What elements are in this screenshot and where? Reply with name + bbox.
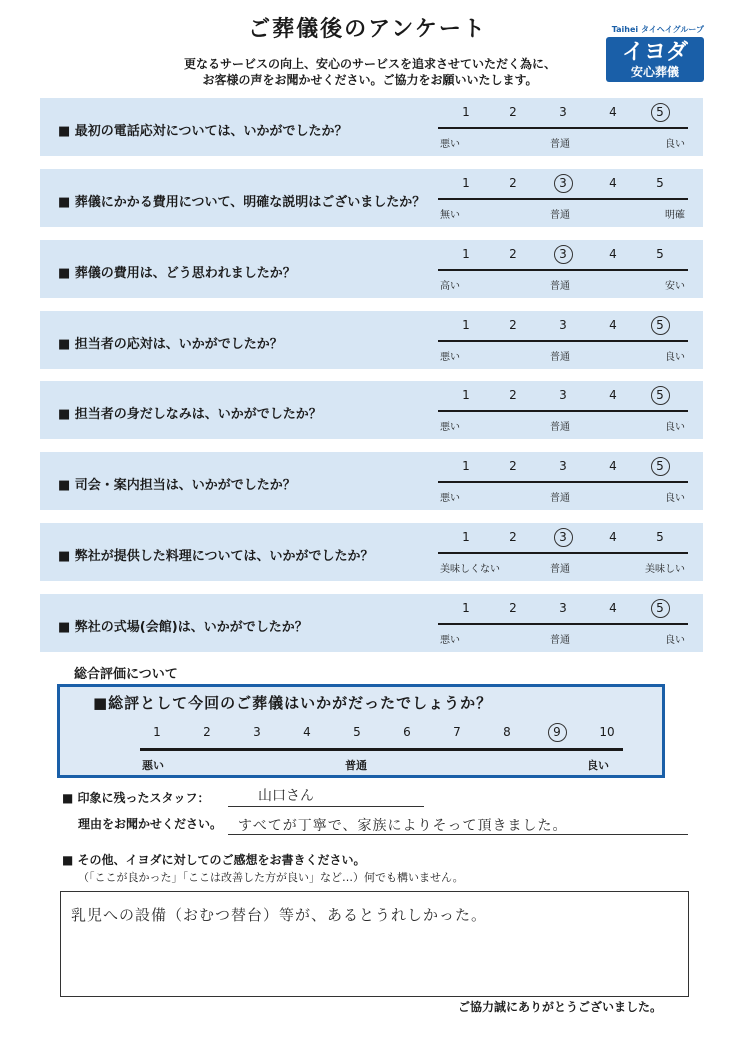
rating-option[interactable]: 2 xyxy=(509,601,517,615)
selected-rating-circle xyxy=(651,316,670,335)
overall-rating-option[interactable]: 6 xyxy=(403,725,411,739)
selected-rating-circle xyxy=(554,245,573,264)
rating-option[interactable]: 2 xyxy=(509,247,517,261)
scale-label-mid: 普通 xyxy=(550,564,570,575)
logo-tagline: 安心葬儀 xyxy=(630,65,679,79)
scale-label-mid: 普通 xyxy=(550,635,570,646)
selected-rating-circle xyxy=(651,103,670,122)
scale-line xyxy=(438,623,688,625)
rating-option[interactable]: 1 xyxy=(462,530,470,544)
rating-option[interactable]: 4 xyxy=(609,388,617,402)
overall-rating-option[interactable]: 10 xyxy=(599,725,615,739)
rating-option[interactable]: 3 xyxy=(559,247,567,261)
scale-label-low: 無い xyxy=(440,210,460,221)
rating-option[interactable]: 4 xyxy=(609,176,617,190)
rating-option[interactable]: 4 xyxy=(609,247,617,261)
scale-line xyxy=(438,127,688,129)
question-text: ■ 最初の電話応対については、いかがでしたか？ xyxy=(58,124,348,139)
question-text: ■ 弊社が提供した料理については、いかがでしたか？ xyxy=(58,549,374,564)
rating-option[interactable]: 5 xyxy=(656,601,664,615)
staff-label: ■ 印象に残ったスタッフ： xyxy=(62,791,210,805)
scale-line xyxy=(438,410,688,412)
reason-label: 理由をお聞かせください。 xyxy=(78,817,223,831)
selected-rating-circle xyxy=(651,457,670,476)
scale-label-low: 高い xyxy=(440,281,460,292)
rating-option[interactable]: 2 xyxy=(509,388,517,402)
scale-label-mid: 普通 xyxy=(550,422,570,433)
page-title: ご葬儀後のアンケート xyxy=(248,17,487,42)
rating-option[interactable]: 1 xyxy=(462,318,470,332)
rating-option[interactable]: 3 xyxy=(559,388,567,402)
selected-rating-circle xyxy=(554,174,573,193)
comment-text: 乳児への設備（おむつ替台）等が、あるとうれしかった。 xyxy=(71,906,488,924)
scale-label-mid: 普通 xyxy=(550,493,570,504)
rating-option[interactable]: 4 xyxy=(609,530,617,544)
scale-label-low: 美味しくない xyxy=(440,564,500,575)
rating-option[interactable]: 2 xyxy=(509,318,517,332)
question-panel xyxy=(40,240,703,298)
rating-option[interactable]: 5 xyxy=(656,176,664,190)
rating-option[interactable]: 5 xyxy=(656,105,664,119)
scale-line xyxy=(438,269,688,271)
rating-option[interactable]: 2 xyxy=(509,105,517,119)
comment-box[interactable] xyxy=(60,891,689,997)
rating-option[interactable]: 3 xyxy=(559,318,567,332)
overall-label-mid: 普通 xyxy=(345,759,367,772)
rating-option[interactable]: 3 xyxy=(559,105,567,119)
question-text: ■ 担当者の応対は、いかがでしたか？ xyxy=(58,337,283,352)
question-text: ■ 弊社の式場(会館)は、いかがでしたか？ xyxy=(58,620,308,635)
rating-option[interactable]: 2 xyxy=(509,530,517,544)
overall-rating-option[interactable]: 9 xyxy=(553,725,561,739)
question-panel xyxy=(40,311,703,369)
overall-question: ■総評として今回のご葬儀はいかがだったでしょうか？ xyxy=(93,694,493,712)
reason-field[interactable]: すべてが丁寧で、家族によりそって頂きました。 xyxy=(238,818,568,834)
rating-option[interactable]: 1 xyxy=(462,247,470,261)
overall-label-low: 悪い xyxy=(142,759,164,772)
rating-option[interactable]: 5 xyxy=(656,318,664,332)
logo-badge xyxy=(606,37,704,82)
rating-option[interactable]: 4 xyxy=(609,601,617,615)
rating-option[interactable]: 1 xyxy=(462,388,470,402)
rating-option[interactable]: 2 xyxy=(509,176,517,190)
logo-brand: イヨダ xyxy=(621,40,688,65)
scale-label-mid: 普通 xyxy=(550,352,570,363)
scale-label-high: 良い xyxy=(665,139,685,150)
selected-rating-circle xyxy=(651,386,670,405)
rating-option[interactable]: 1 xyxy=(462,176,470,190)
question-panel xyxy=(40,452,703,510)
question-text: ■ 担当者の身だしなみは、いかがでしたか？ xyxy=(58,407,322,422)
scale-label-high: 良い xyxy=(665,352,685,363)
scale-label-high: 良い xyxy=(665,635,685,646)
question-text: ■ 葬儀にかかる費用について、明確な説明はございましたか？ xyxy=(58,195,426,210)
rating-option[interactable]: 1 xyxy=(462,601,470,615)
scale-label-mid: 普通 xyxy=(550,210,570,221)
rating-option[interactable]: 5 xyxy=(656,388,664,402)
thank-you-message: ご協力誠にありがとうございました。 xyxy=(458,1000,663,1014)
scale-label-mid: 普通 xyxy=(550,139,570,150)
group-name: Taihei タイヘイグループ xyxy=(611,25,704,34)
question-panel xyxy=(40,169,703,227)
overall-rating-option[interactable]: 3 xyxy=(253,725,261,739)
rating-option[interactable]: 5 xyxy=(656,247,664,261)
scale-line xyxy=(438,481,688,483)
rating-option[interactable]: 5 xyxy=(656,459,664,473)
selected-rating-circle xyxy=(554,528,573,547)
scale-line xyxy=(438,552,688,554)
overall-rating-option[interactable]: 1 xyxy=(153,725,161,739)
rating-option[interactable]: 3 xyxy=(559,601,567,615)
scale-label-high: 良い xyxy=(665,493,685,504)
rating-option[interactable]: 1 xyxy=(462,105,470,119)
selected-rating-circle xyxy=(651,599,670,618)
question-panel xyxy=(40,381,703,439)
overall-rating-option[interactable]: 4 xyxy=(303,725,311,739)
scale-line xyxy=(438,340,688,342)
question-panel xyxy=(40,594,703,652)
staff-name-field[interactable]: 山口さん xyxy=(258,788,314,804)
overall-rating-option[interactable]: 2 xyxy=(203,725,211,739)
question-panel xyxy=(40,98,703,156)
rating-option[interactable]: 4 xyxy=(609,318,617,332)
subtitle-line-1: 更なるサービスの向上、安心のサービスを追求させていただく為に、 xyxy=(183,57,556,71)
question-text: ■ 葬儀の費用は、どう思われましたか？ xyxy=(58,266,296,281)
scale-label-high: 良い xyxy=(665,422,685,433)
rating-option[interactable]: 4 xyxy=(609,105,617,119)
overall-rating-box xyxy=(57,684,665,778)
scale-label-high: 美味しい xyxy=(645,564,685,575)
scale-label-high: 明確 xyxy=(665,210,685,221)
page-subtitle xyxy=(150,56,590,88)
scale-label-low: 悪い xyxy=(440,635,460,646)
rating-option[interactable]: 2 xyxy=(509,459,517,473)
overall-rating-option[interactable]: 5 xyxy=(353,725,361,739)
rating-option[interactable]: 4 xyxy=(609,459,617,473)
question-panel xyxy=(40,523,703,581)
overall-label-high: 良い xyxy=(587,759,609,772)
overall-selected-circle xyxy=(548,723,567,742)
company-logo xyxy=(606,24,704,82)
subtitle-line-2: お客様の声をお聞かせください。ご協力をお願いいたします。 xyxy=(202,73,538,87)
rating-option[interactable]: 3 xyxy=(559,459,567,473)
other-comments-label: ■ その他、イヨダに対してのご感想をお書きください。 xyxy=(62,853,366,867)
scale-label-mid: 普通 xyxy=(550,281,570,292)
rating-option[interactable]: 1 xyxy=(462,459,470,473)
scale-line xyxy=(438,198,688,200)
scale-label-low: 悪い xyxy=(440,422,460,433)
rating-option[interactable]: 5 xyxy=(656,530,664,544)
scale-label-low: 悪い xyxy=(440,139,460,150)
overall-section-title: 総合評価について xyxy=(74,667,178,682)
staff-underline xyxy=(228,806,424,807)
question-text: ■ 司会・案内担当は、いかがでしたか？ xyxy=(58,478,296,493)
overall-rating-option[interactable]: 8 xyxy=(503,725,511,739)
scale-label-high: 安い xyxy=(665,281,685,292)
overall-rating-option[interactable]: 7 xyxy=(453,725,461,739)
rating-option[interactable]: 3 xyxy=(559,176,567,190)
overall-scale-line xyxy=(140,748,623,751)
rating-option[interactable]: 3 xyxy=(559,530,567,544)
scale-label-low: 悪い xyxy=(440,352,460,363)
scale-label-low: 悪い xyxy=(440,493,460,504)
other-comments-hint: （「ここが良かった」「ここは改善した方が良い」など…）何でも構いません。 xyxy=(78,871,464,884)
